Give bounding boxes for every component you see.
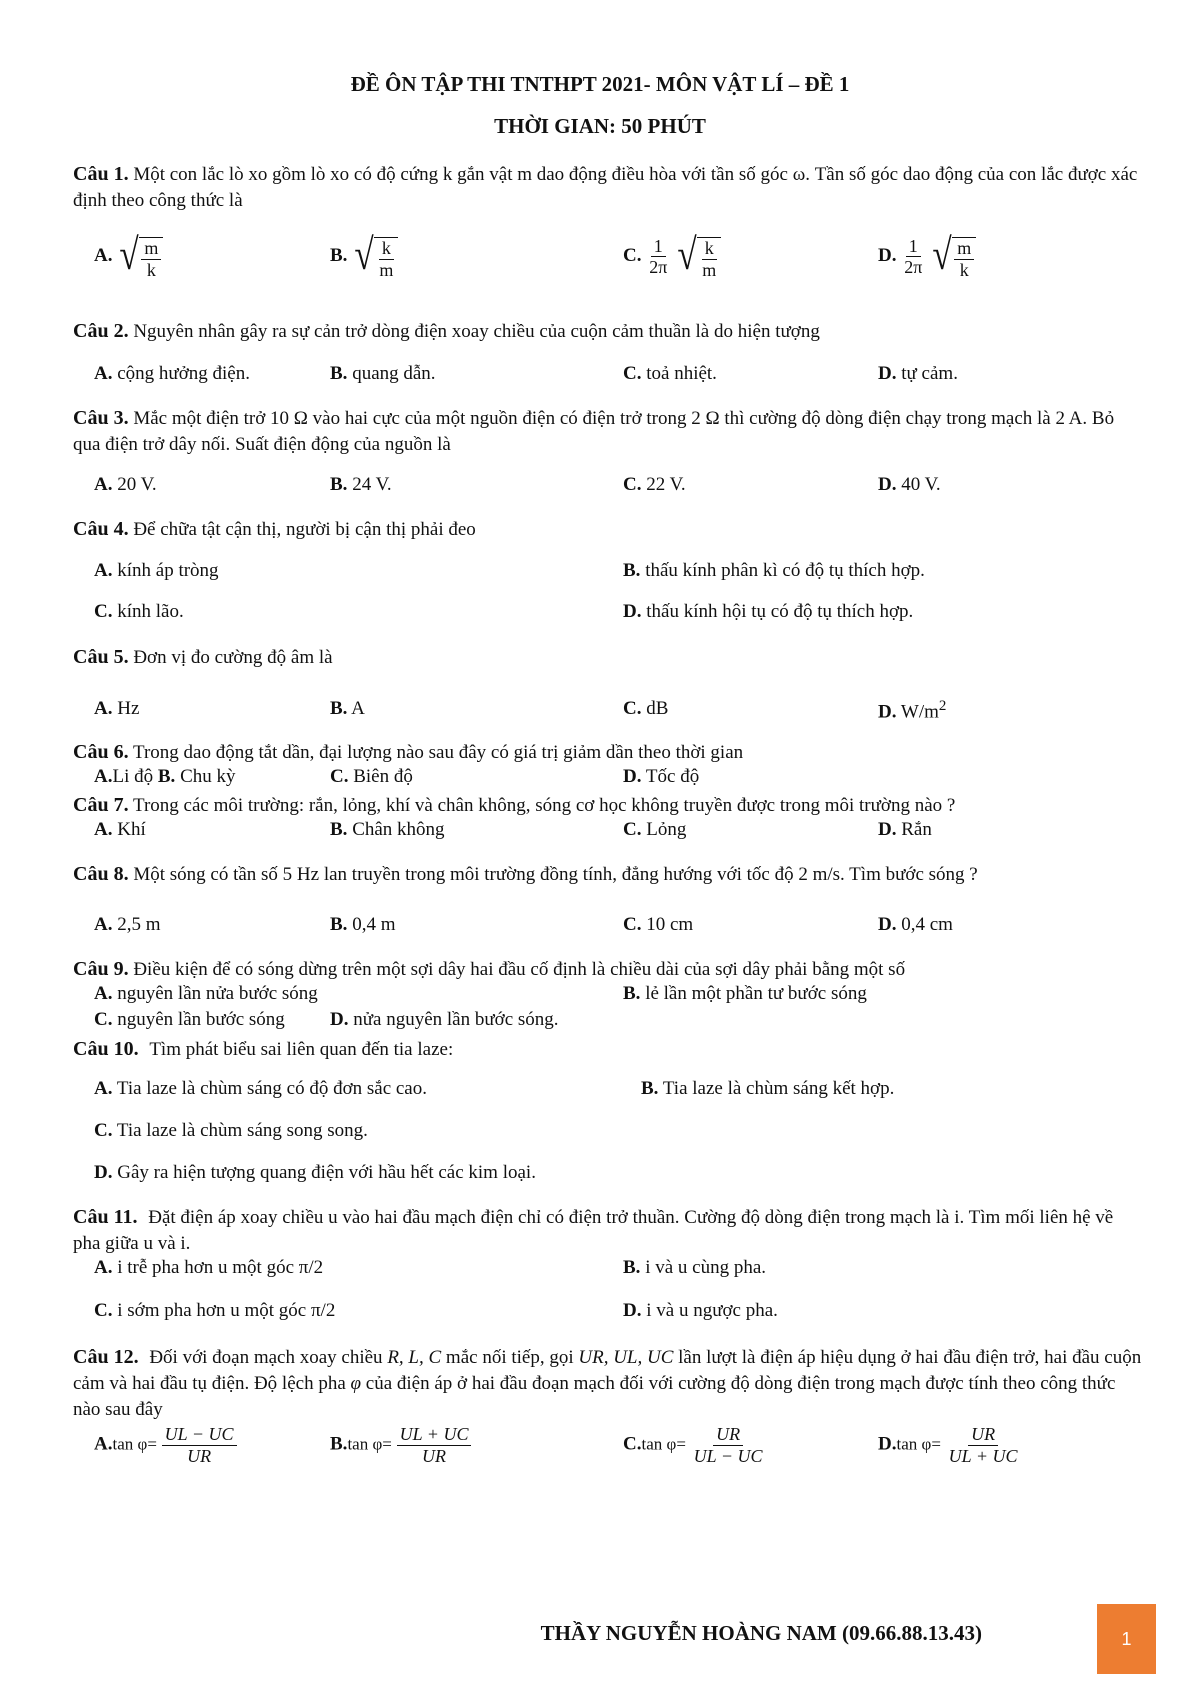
option-a: A. cộng hưởng điện. [94, 363, 250, 384]
fraction: $\frac{UL + UC}{UR}$ [397, 1424, 472, 1466]
page-number: 1 [1097, 1604, 1156, 1674]
option-a: A. Tia laze là chùm sáng có độ đơn sắc cao. [94, 1078, 427, 1099]
option-d: D. Gây ra hiện tượng quang điện với hầu hết các kim loại. [94, 1162, 536, 1183]
option-d: D. i và u ngược pha. [623, 1300, 778, 1321]
question-1 [73, 161, 1143, 214]
option-a: A.Li độ B. Chu kỳ [94, 766, 236, 787]
option-b: B. Tia laze là chùm sáng kết hợp. [641, 1078, 895, 1099]
fraction: $\frac{UR}{UL + UC}$ [948, 1424, 1018, 1466]
option-b: B. 24 V. [330, 474, 392, 495]
option-b: B. A [330, 698, 365, 719]
question-4: Câu 4. Để chữa tật cận thị, người bị cận thị phải đeo [73, 518, 476, 540]
option-a: A. 2,5 m [94, 914, 161, 935]
question-text: Một con lắc lò xo gồm lò xo có độ cứng k gắn vật m dao động điều hòa với tần số góc ω. Tần số góc dao động của con lắc được xác định theo công thức là [73, 164, 1138, 211]
option-b: B. Chân không [330, 819, 445, 840]
option-d: D. nửa nguyên lần bước sóng. [330, 1009, 559, 1030]
option-b: B. quang dẫn. [330, 363, 436, 384]
option-c: C. $\frac{1}{2\pi}$ √ $\frac{k}{m}$ [623, 233, 721, 280]
question-3: Câu 3. Mắc một điện trở 10 Ω vào hai cực của một nguồn điện có điện trở trong 2 Ω thì cường độ dòng điện chạy trong mạch là 2 A. Bỏ qua điện trở dây nối. Suất điện động của nguồn là [73, 407, 1115, 455]
exam-subtitle: THỜI GIAN: 50 PHÚT [494, 114, 706, 138]
option-b: B.tan φ= $\frac{UL + UC}{UR}$ [330, 1424, 471, 1466]
option-c: C. kính lão. [94, 601, 184, 622]
option-a: A. kính áp tròng [94, 560, 219, 581]
fraction: $\frac{UR}{UL - UC}$ [693, 1424, 763, 1466]
option-c: C. i sớm pha hơn u một góc π/2 [94, 1300, 336, 1321]
fraction: $\frac{1}{2\pi}$ [904, 235, 923, 278]
option-b: B. 0,4 m [330, 914, 396, 935]
option-c: C. toả nhiệt. [623, 363, 717, 384]
sqrt-expression: √ $\frac{m}{k}$ [930, 233, 976, 280]
option-d: D. $\frac{1}{2\pi}$ √ $\frac{m}{k}$ [878, 233, 976, 280]
question-label: Câu 1. [73, 163, 129, 185]
option-d: D. 40 V. [878, 474, 941, 495]
option-d: D. Tốc độ [623, 766, 700, 787]
fraction: $\frac{UL - UC}{UR}$ [162, 1424, 237, 1466]
question-12: Câu 12. Đối với đoạn mạch xoay chiều R, L, C mắc nối tiếp, gọi UR, UL, UC lần lượt là điện áp hiệu dụng ở hai đầu điện trở, hai đầu cuộn cảm và hai đầu tụ điện. Độ lệch pha φ của điện áp ở hai đầu đoạn mạch đối với cường độ dòng điện trong mạch được tính theo công thức nào sau đây [73, 1346, 1142, 1420]
option-d: D. 0,4 cm [878, 914, 953, 935]
option-c: C. Lỏng [623, 819, 687, 840]
option-c: C. nguyên lần bước sóng [94, 1009, 285, 1030]
sqrt-expression: √ $\frac{k}{m}$ [352, 233, 398, 280]
option-c: C. Tia laze là chùm sáng song song. [94, 1120, 368, 1141]
question-10: Câu 10. Tìm phát biểu sai liên quan đến tia laze: [73, 1038, 454, 1060]
option-b: B. lẻ lần một phần tư bước sóng [623, 983, 867, 1004]
option-d: D. $W/m^2$ [878, 698, 947, 723]
option-d: D.tan φ= $\frac{UR}{UL + UC}$ [878, 1424, 1021, 1466]
option-c: C.tan φ= $\frac{UR}{UL - UC}$ [623, 1424, 766, 1466]
option-c: C. dB [623, 698, 669, 719]
option-a: A. Khí [94, 819, 146, 840]
option-b: B. √ $\frac{k}{m}$ [330, 233, 398, 280]
option-a: A. 20 V. [94, 474, 157, 495]
question-7: Câu 7. Trong các môi trường: rắn, lỏng, khí và chân không, sóng cơ học không truyền được trong môi trường nào ? [73, 794, 956, 816]
question-5: Câu 5. Đơn vị đo cường độ âm là [73, 646, 333, 668]
question-6: Câu 6. Trong dao động tắt dần, đại lượng nào sau đây có giá trị giảm dần theo thời gian [73, 741, 744, 763]
fraction: $\frac{1}{2\pi}$ [649, 235, 668, 278]
question-9: Câu 9. Điều kiện để có sóng dừng trên một sợi dây hai đầu cố định là chiều dài của sợi dây phải bằng một số [73, 958, 906, 980]
option-b: B. i và u cùng pha. [623, 1257, 767, 1278]
option-c: C. Biên độ [330, 766, 413, 787]
option-a: A. i trễ pha hơn u một góc π/2 [94, 1257, 324, 1278]
option-a: A. √ $\frac{m}{k}$ [94, 233, 163, 280]
option-d: D. Rắn [878, 819, 932, 840]
footer-author: THẦY NGUYỄN HOÀNG NAM (09.66.88.13.43) [540, 1621, 982, 1645]
option-d: D. tự cảm. [878, 363, 958, 384]
question-2: Câu 2. Nguyên nhân gây ra sự cản trở dòng điện xoay chiều của cuộn cảm thuần là do hiện tượng [73, 320, 820, 342]
option-a: A. nguyên lần nửa bước sóng [94, 983, 318, 1004]
option-c: C. 10 cm [623, 914, 694, 935]
exam-title: ĐỀ ÔN TẬP THI TNTHPT 2021- MÔN VẬT LÍ – ĐỀ 1 [350, 72, 850, 96]
option-c: C. 22 V. [623, 474, 686, 495]
option-d: D. thấu kính hội tụ có độ tụ thích hợp. [623, 601, 914, 622]
sqrt-expression: √ $\frac{m}{k}$ [117, 233, 163, 280]
option-a: A. Hz [94, 698, 140, 719]
sqrt-expression: √ $\frac{k}{m}$ [675, 233, 721, 280]
question-8: Câu 8. Một sóng có tần số 5 Hz lan truyền trong môi trường đồng tính, đẳng hướng với tốc độ 2 m/s. Tìm bước sóng ? [73, 863, 978, 885]
option-b: B. thấu kính phân kì có độ tụ thích hợp. [623, 560, 925, 581]
option-a: A.tan φ= $\frac{UL - UC}{UR}$ [94, 1424, 237, 1466]
question-11: Câu 11. Đặt điện áp xoay chiều u vào hai đầu mạch điện chỉ có điện trở thuần. Cường độ dòng điện trong mạch là i. Tìm mối liên hệ về pha giữa u và i. [73, 1206, 1114, 1254]
